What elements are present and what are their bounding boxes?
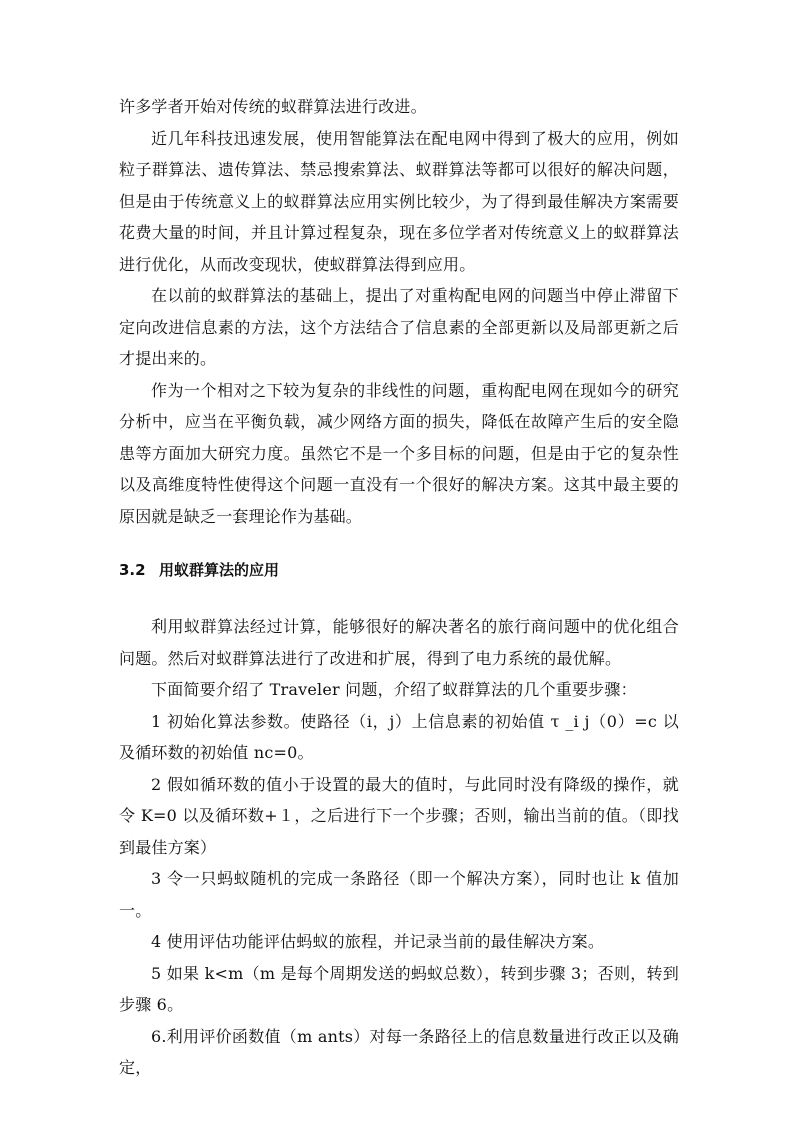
paragraph: 利用蚁群算法经过计算，能够很好的解决著名的旅行商问题中的优化组合问题。然后对蚁群算法进行了改进和扩展，得到了电力系统的最优解。 [119,617,679,668]
list-item-step-1: 1 初始化算法参数。使路径（i，j）上信息素的初始值 τ _i j（0）=c 以及循环数的初始值 nc=0。 [119,711,679,762]
section-number: 3.2 [119,561,146,579]
document-body [119,91,679,1084]
section-title: 用蚁群算法的应用 [159,561,280,579]
paragraph: 近几年科技迅速发展，使用智能算法在配电网中得到了极大的应用，例如粒子群算法、遗传算法、禁忌搜索算法、蚁群算法等都可以很好的解决问题，但是由于传统意义上的蚁群算法应用实例比较少，为了得到最佳解决方案需要花费大量的时间，并且计算过程复杂，现在多位学者对传统意义上的蚁群算法进行优化，从而改变现状，使蚁群算法得到应用。 [119,128,679,274]
paragraph: 作为一个相对之下较为复杂的非线性的问题，重构配电网在现如今的研究分析中，应当在平衡负载，减少网络方面的损失，降低在故障产生后的安全隐患等方面加大研究力度。虽然它不是一个多目标的问题，但是由于它的复杂性以及高维度特性使得这个问题一直没有一个很好的解决方案。这其中最主要的原因就是缺乏一套理论作为基础。 [119,380,679,526]
paragraph: 下面简要介绍了 Traveler 问题，介绍了蚁群算法的几个重要步骤： [151,680,637,699]
paragraphs-before [119,91,679,532]
paragraph: 在以前的蚁群算法的基础上，提出了对重构配电网的问题当中停止滞留下定向改进信息素的方法，这个方法结合了信息素的全部更新以及局部更新之后才提出来的。 [119,286,679,368]
list-item-step-5: 5 如果 k<m（m 是每个周期发送的蚂蚁总数），转到步骤 3；否则，转到步骤 6。 [119,963,679,1014]
list-item-step-4: 4 使用评估功能评估蚂蚁的旅程，并记录当前的最佳解决方案。 [151,932,605,951]
paragraph: 许多学者开始对传统的蚁群算法进行改进。 [119,97,427,116]
section-heading [119,555,679,586]
list-item-step-2: 2 假如循环数的值小于设置的最大的值时，与此同时没有降级的操作，就令 K=0 以及循环数+１，之后进行下一个步骤；否则，输出当前的值。（即找到最佳方案） [119,774,679,857]
list-item-step-6: 6.利用评价函数值（m ants）对每一条路径上的信息数量进行改正以及确定， [119,1026,679,1077]
paragraphs-after [119,611,679,1084]
list-item-step-3: 3 令一只蚂蚁随机的完成一条路径（即一个解决方案），同时也让 k 值加一。 [119,869,679,920]
